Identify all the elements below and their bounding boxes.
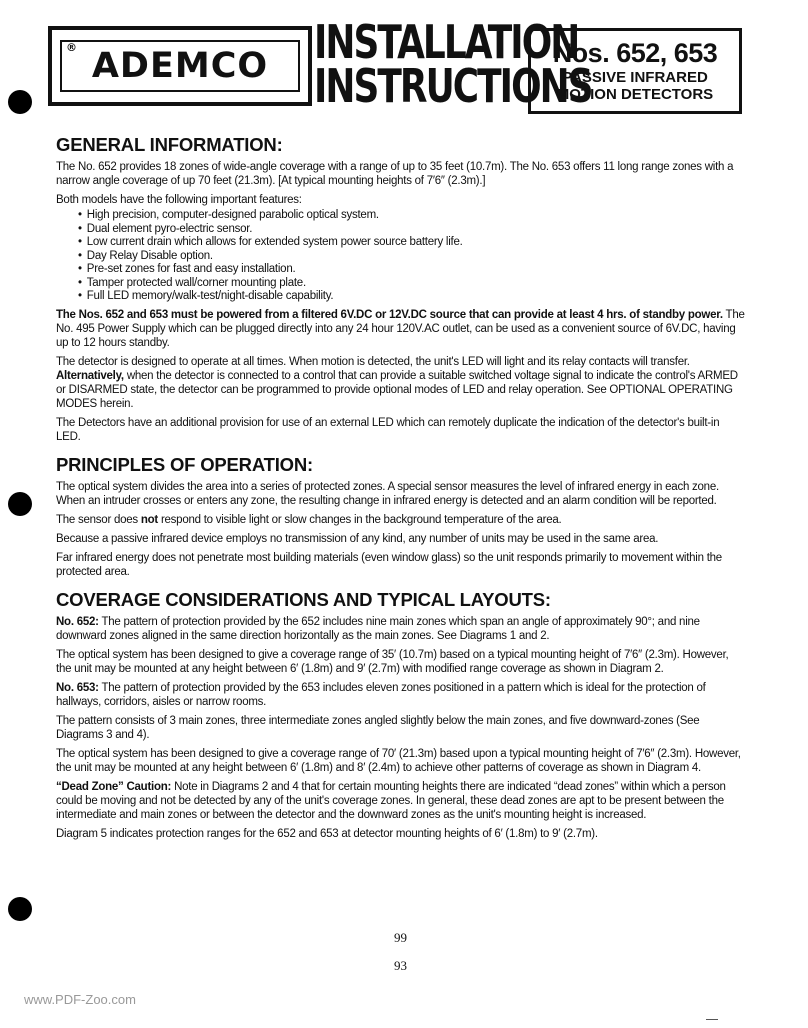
- principles-p1: The optical system divides the area into a series of protected zones. A special sensor measures the level of infrared energy in each zone. When an intruder crosses or enters any zone, the resulting change in infrared energy is detected and an alarm condition will be reported.: [56, 480, 719, 507]
- feature-item: • Dual element pyro-electric sensor.: [78, 223, 746, 237]
- document-title: [314, 15, 592, 113]
- dead-zone-label: “Dead Zone” Caution:: [56, 780, 172, 793]
- operation-text-a: The detector is designed to operate at all times. When motion is detected, the unit's LED will light and its relay contacts will transfer.: [56, 355, 690, 368]
- no652-paragraph: [56, 615, 746, 643]
- no653-label: No. 653:: [56, 681, 99, 694]
- binder-hole-bottom: [8, 897, 32, 921]
- registered-mark: ®: [66, 41, 78, 54]
- model-numbers: Nos. 652, 653: [552, 38, 718, 68]
- feature-item: • Pre-set zones for fast and easy installation.: [78, 263, 746, 277]
- model-box: [528, 28, 742, 114]
- feature-item: • High precision, computer-designed parabolic optical system.: [78, 209, 746, 223]
- feature-item: • Low current drain which allows for extended system power source battery life.: [78, 236, 746, 250]
- binder-hole-top: [8, 90, 32, 114]
- diagram5-paragraph: Diagram 5 indicates protection ranges for the 652 and 653 at detector mounting heights of 6′ (1.8m) to 9′ (2.7m).: [56, 827, 598, 840]
- general-intro: The No. 652 provides 18 zones of wide-angle coverage with a range of up to 35 feet (10.7m). The No. 653 offers 11 long range zones with a narrow angle coverage of up 70 feet (21.3m). [At typical mounting heights of 7′6″ (2.3m).]: [56, 161, 734, 187]
- title-line-2: INSTRUCTIONS: [314, 59, 592, 113]
- title-line-1: INSTALLATION: [314, 15, 579, 69]
- logo-text: ADEMCO: [91, 46, 269, 86]
- page-number-b: 93: [394, 958, 407, 973]
- no653-range: The optical system has been designed to give a coverage range of 70′ (21.3m) based upon a typical mounting height of 7′6″ (2.3m). However, the unit may be mounted at any height between 6′ (1.8m) and 8′ (2.4m) to achieve other patterns of coverage as shown in Diagram 4.: [56, 747, 741, 774]
- no653-zones: The pattern consists of 3 main zones, three intermediate zones angled slightly below the main zones, and five downward-zones (See Diagrams 3 and 4).: [56, 714, 700, 741]
- principles-p4: Far infrared energy does not penetrate most building materials (even window glass) so the unit responds primarily to movement within the protected area.: [56, 551, 722, 578]
- external-led-paragraph: The Detectors have an additional provision for use of an external LED which can remotely duplicate the indication of the detector's built-in LED.: [56, 416, 720, 443]
- no652-range: The optical system has been designed to give a coverage range of 35′ (10.7m) based on a typical mounting height of 7′6″ (2.3m). However, the unit may be mounted at any height between 6′ (1.8m) and 9′ (2.7m) with modified range coverage as shown in Diagram 2.: [56, 648, 729, 675]
- dead-zone-text: Note in Diagrams 2 and 4 that for certain mounting heights there are indicated “dead zones” within which a person could be moving and not be detected by any of the unit's coverage zones. In general, these dead zones are apt to be present between the intermediate and main zones or between the detector and the downward zones as the unit's mounting height is increased.: [56, 780, 726, 821]
- operation-alternatively: Alternatively,: [56, 369, 124, 382]
- no653-paragraph: [56, 681, 746, 709]
- no652-label: No. 652:: [56, 615, 99, 628]
- principles-p2-bold: not: [140, 513, 158, 526]
- operation-paragraph: [56, 355, 746, 411]
- corner-mark: [706, 1019, 718, 1020]
- dead-zone-paragraph: [56, 780, 746, 822]
- no652-text: The pattern of protection provided by the 652 includes nine main zones which span an angle of approximately 90°; and nine downward zones aligned in the same direction horizontally as the main zones. See Diagrams 1 and 2.: [56, 615, 700, 642]
- logo-frame: [60, 40, 300, 92]
- principles-p2: [56, 513, 746, 527]
- feature-item: • Day Relay Disable option.: [78, 250, 746, 264]
- power-requirement: The Nos. 652 and 653 must be powered from a filtered 6V.DC or 12V.DC source that can provide at least 4 hrs. of standby power.: [56, 308, 723, 321]
- ademco-logo: [48, 26, 312, 106]
- coverage-heading: COVERAGE CONSIDERATIONS AND TYPICAL LAYOUTS:: [56, 588, 551, 610]
- principles-heading: PRINCIPLES OF OPERATION:: [56, 453, 313, 475]
- binder-hole-middle: [8, 492, 32, 516]
- page-number-a: 99: [394, 930, 407, 945]
- principles-p2-b: respond to visible light or slow changes in the background temperature of the area.: [158, 513, 562, 526]
- power-paragraph: [56, 308, 746, 350]
- watermark: www.PDF-Zoo.com: [24, 992, 136, 1007]
- feature-item: • Tamper protected wall/corner mounting plate.: [78, 277, 746, 291]
- features-intro: Both models have the following important features:: [56, 194, 302, 206]
- principles-p2-a: The sensor does: [56, 513, 141, 526]
- product-line-2: MOTION DETECTORS: [556, 86, 714, 103]
- document-body: [56, 134, 746, 846]
- operation-text-b: when the detector is connected to a control that can provide a suitable switched voltage signal to indicate the control's ARMED or DISARMED state, the detector can be programmed to provide optional modes of LED and relay operation. See OPTIONAL OPERATING MODES herein.: [56, 369, 738, 410]
- general-info-heading: GENERAL INFORMATION:: [56, 134, 283, 155]
- no653-text: The pattern of protection provided by the 653 includes eleven zones positioned in a pattern which is ideal for the protection of hallways, corridors, aisles or narrow rooms.: [56, 681, 706, 708]
- power-supply-note: The No. 495 Power Supply which can be plugged directly into any 24 hour 120V.AC outlet, can be used as a convenient source of 6V.DC, having up to 12 hours standby.: [56, 308, 745, 349]
- features-list: [56, 209, 746, 304]
- product-line-1: PASSIVE INFRARED: [562, 69, 708, 86]
- principles-p3: Because a passive infrared device employs no transmission of any kind, any number of units may be used in the same area.: [56, 532, 659, 545]
- feature-item: • Full LED memory/walk-test/night-disable capability.: [78, 290, 746, 304]
